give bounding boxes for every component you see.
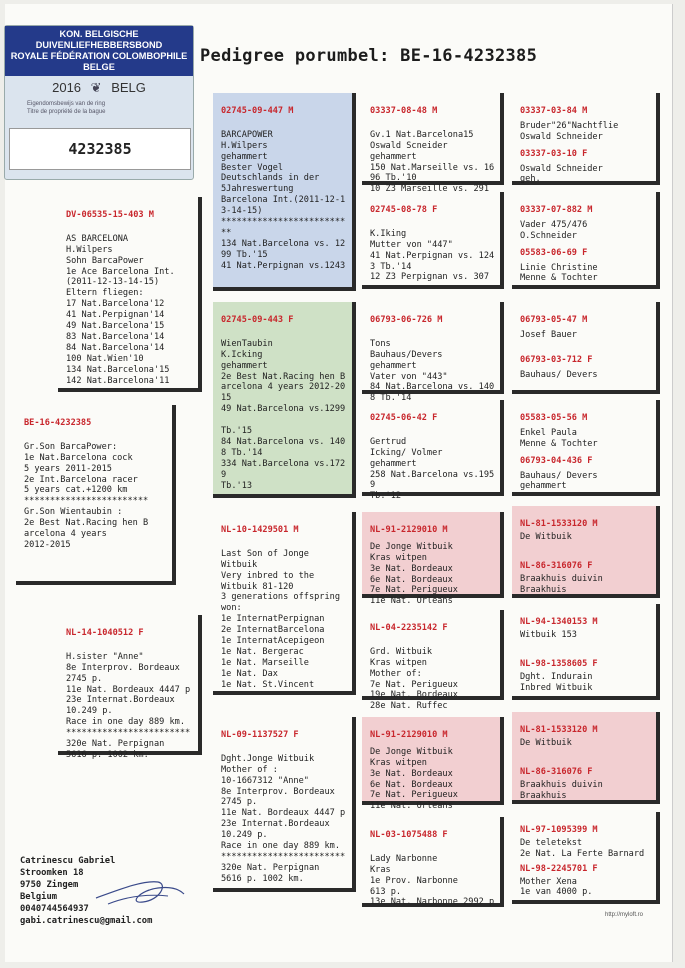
gen5-ring: 06793-03-712 F — [520, 354, 593, 365]
sire-sire-ring: 02745-09-447 M — [221, 105, 294, 116]
gen5-details: Witbuik 153 — [520, 629, 577, 640]
gen5-details: Oswald Schneider geh. — [520, 163, 603, 185]
sire-ring: DV-06535-15-403 M — [66, 209, 154, 220]
subject-ring: BE-16-4232385 — [24, 417, 92, 428]
ds-dam-box — [362, 610, 504, 712]
gen5-box-6 — [512, 604, 660, 700]
ring-year-country — [5, 80, 193, 96]
ring-country: BELG — [111, 80, 146, 95]
dam-details: H.sister "Anne" 8e Interprov. Bordeaux 2745 p. 11e Nat. Bordeaux 4447 p 23e Internat.Bordeaux 10.249 p. Race in one day 889 km. ************************ 320e Nat. Perpignan 5616 p. 1002 km. — [66, 651, 191, 760]
gen5-box-7 — [512, 712, 660, 804]
gen5-box-8 — [512, 812, 660, 904]
page-title: Pedigree porumbel: BE-16-4232385 — [200, 46, 538, 66]
ds-dam-details: Grd. Witbuik Kras witpen Mother of: 7e Nat. Perigueux 19e Nat. Bordeaux 28e Nat. Ruffec — [370, 646, 458, 712]
gen5-details: Bauhaus/ Devers gehammert — [520, 470, 598, 492]
gen5-ring: 03337-07-882 M — [520, 204, 593, 215]
dd-sire-box — [362, 717, 504, 812]
gen5-ring: 03337-03-84 M — [520, 105, 588, 116]
dam-dam-details: Dght.Jonge Witbuik Mother of : 10-1667312 "Anne" 8e Interprov. Bordeaux 2745 p. 11e Nat. Bordeaux 4447 p 23e Internat.Bordeaux 10.249 p. Race in one day 889 km. ************************ 320e Nat. Perpignan 5616 p. 1002 km. — [221, 753, 346, 884]
gen5-ring: NL-81-1533120 M — [520, 518, 598, 529]
sire-sire-details: BARCAPOWER H.Wilpers gehammert Bester Vogel Deutschlands in der 5Jahreswertung Barcelona Int.(2011-12-1 3-14-15) ************************ ** 134 Nat.Barcelona vs. 12 99 Tb.'15 41 Nat.Perpignan vs.1243 — [221, 129, 346, 271]
dd-sire-details: De Jonge Witbuik Kras witpen 3e Nat. Bordeaux 6e Nat. Bordeaux 7e Nat. Perigueux 11e Nat. Orleans — [370, 746, 458, 812]
gen5-details: Bauhaus/ Devers — [520, 369, 598, 380]
gen5-box-2 — [512, 192, 660, 289]
gen5-ring: NL-98-1358605 F — [520, 658, 598, 669]
gen5-box-5 — [512, 506, 660, 598]
sire-sire-box — [213, 93, 356, 291]
ds-sire-ring: NL-91-2129010 M — [370, 524, 448, 535]
dam-sire-details: Last Son of Jonge Witbuik Very inbred to the Witbuik 81-120 3 generations offspring won: 1e InternatPerpignan 2e InternatBarcelona 1e InternatAcepigeon 1e Nat. Bergerac 1e Nat. Marseille 1e Nat. Dax 1e Nat. St.Vincent — [221, 548, 340, 690]
gen5-ring: 06793-04-436 F — [520, 455, 593, 466]
gen5-ring: 05583-05-56 M — [520, 412, 588, 423]
sd-sire-box — [362, 302, 504, 404]
ss-sire-box — [362, 93, 504, 195]
gen5-details: Vader 475/476 O.Schneider — [520, 219, 588, 241]
federation-name — [5, 26, 193, 76]
ss-sire-ring: 03337-08-48 M — [370, 105, 438, 116]
gen5-ring: 05583-06-69 F — [520, 247, 588, 258]
gen5-details: De Witbuik — [520, 531, 572, 542]
dam-dam-box — [213, 717, 356, 892]
gen5-details: Enkel Paula Menne & Tochter — [520, 427, 598, 449]
sd-dam-details: Gertrud Icking/ Volmer gehammert 258 Nat.Barcelona vs.195 9 Tb.'12 — [370, 436, 495, 502]
footer-website: http://myloft.ro — [605, 912, 644, 918]
gen5-ring: NL-98-2245701 F — [520, 863, 598, 874]
ring-year: 2016 — [52, 80, 82, 95]
gen5-details: Braakhuis duivin Braakhuis — [520, 779, 603, 801]
gen5-details: De teletekst 2e Nat. La Ferte Barnard — [520, 837, 645, 859]
federation-name-nl: KON. BELGISCHE DUIVENLIEFHEBBERSBOND — [35, 29, 163, 50]
federation-name-fr: ROYALE FÉDÉRATION COLOMBOPHILE BELGE — [10, 51, 188, 72]
ds-sire-box — [362, 512, 504, 607]
gen5-details: Mother Xena 1e van 4000 p. — [520, 876, 593, 898]
dd-dam-ring: NL-03-1075488 F — [370, 829, 448, 840]
sd-dam-box — [362, 400, 504, 502]
gen5-details: Linie Christine Menne & Tochter — [520, 262, 598, 284]
ss-dam-ring: 02745-08-78 F — [370, 204, 438, 215]
sire-dam-details: WienTaubin K.Icking gehammert 2e Best Nat.Racing hen B arcelona 4 years 2012-20 15 49 Nat.Barcelona vs.1299 Tb.'15 84 Nat.Barcelona vs. 140 8 Tb.'14 334 Nat.Barcelona vs.172 9 Tb.'13 — [221, 338, 346, 491]
dam-ring: NL-14-1040512 F — [66, 627, 144, 638]
signature — [88, 860, 188, 910]
ring-number: 4232385 — [9, 128, 191, 170]
ds-sire-details: De Jonge Witbuik Kras witpen 3e Nat. Bordeaux 6e Nat. Bordeaux 7e Nat. Perigueux 11e Nat. Orleans — [370, 541, 458, 607]
gen5-box-3 — [512, 302, 660, 394]
owner-contact: Catrinescu Gabriel Stroomken 18 9750 Zingem Belgium 0040744564937 gabi.catrinescu@gmail.com — [20, 856, 153, 926]
gen5-details: Braakhuis duivin Braakhuis — [520, 573, 603, 595]
sire-box — [58, 197, 202, 392]
ring-card — [4, 25, 194, 180]
gen5-box-4 — [512, 400, 660, 496]
sd-sire-details: Tons Bauhaus/Devers gehammert Vater von "443" 84 Nat.Barcelona vs. 140 8 Tb.'14 — [370, 338, 495, 404]
gen5-ring: 06793-05-47 M — [520, 314, 588, 325]
gen5-details: Josef Bauer — [520, 329, 577, 340]
ring-ownership-label — [5, 100, 193, 116]
dd-dam-details: Lady Narbonne Kras 1e Prov. Narbonne 613 p. 13e Nat. Narbonne 2992 p — [370, 853, 495, 908]
ds-dam-ring: NL-04-2235142 F — [370, 622, 448, 633]
sd-dam-ring: 02745-06-42 F — [370, 412, 438, 423]
dam-box — [58, 615, 202, 760]
gen5-box-1 — [512, 93, 660, 185]
subject-details: Gr.Son BarcaPower: 1e Nat.Barcelona cock 5 years 2011-2015 2e Int.Barcelona racer 5 years cat.+1200 km ************************ Gr.Son Wientaubin : 2e Best Nat.Racing hen B arcelona 4 years 2012-2015 — [24, 441, 149, 550]
dam-sire-box — [213, 512, 356, 695]
ring-label-fr: Titre de propriété de la bague — [27, 109, 106, 115]
sire-dam-ring: 02745-09-443 F — [221, 314, 294, 325]
gen5-details: Dght. Indurain Inbred Witbuik — [520, 671, 593, 693]
gen5-ring: NL-86-316076 F — [520, 766, 593, 777]
dam-sire-ring: NL-10-1429501 M — [221, 524, 299, 535]
sd-sire-ring: 06793-06-726 M — [370, 314, 443, 325]
dd-sire-ring: NL-91-2129010 M — [370, 729, 448, 740]
ss-sire-details: Gv.1 Nat.Barcelona15 Oswald Scneider gehammert 150 Nat.Marseille vs. 16 96 Tb.'10 10 Z3 Marseille vs. 291 — [370, 129, 495, 195]
pigeon-logo-icon: ❦ — [90, 80, 102, 95]
dam-dam-ring: NL-09-1137527 F — [221, 729, 299, 740]
gen5-ring: NL-86-316076 F — [520, 560, 593, 571]
ring-label-nl: Eigendomsbewijs van de ring — [27, 101, 106, 107]
gen5-ring: 03337-03-10 F — [520, 148, 588, 159]
subject-box — [16, 405, 176, 585]
dd-dam-box — [362, 817, 504, 907]
gen5-ring: NL-97-1095399 M — [520, 824, 598, 835]
gen5-details: De Witbuik — [520, 737, 572, 748]
gen5-ring: NL-81-1533120 M — [520, 724, 598, 735]
ss-dam-details: K.Iking Mutter von "447" 41 Nat.Perpignan vs. 124 3 Tb.'14 12 Z3 Perpignan vs. 307 — [370, 228, 495, 283]
ss-dam-box — [362, 192, 504, 289]
sire-details: AS BARCELONA H.Wilpers Sohn BarcaPower 1e Ace Barcelona Int. (2011-12-13-14-15) Eltern fliegen: 17 Nat.Barcelona'12 41 Nat.Perpignan'14 49 Nat.Barcelona'15 83 Nat.Barcelona'14 84 Nat.Barcelona'14 100 Nat.Wien'10 134 Nat.Barcelona'15 142 Nat.Barcelona'11 — [66, 233, 175, 386]
sire-dam-box — [213, 302, 356, 498]
gen5-details: Bruder"26"Nachtflie Oswald Schneider — [520, 120, 619, 142]
gen5-ring: NL-94-1340153 M — [520, 616, 598, 627]
